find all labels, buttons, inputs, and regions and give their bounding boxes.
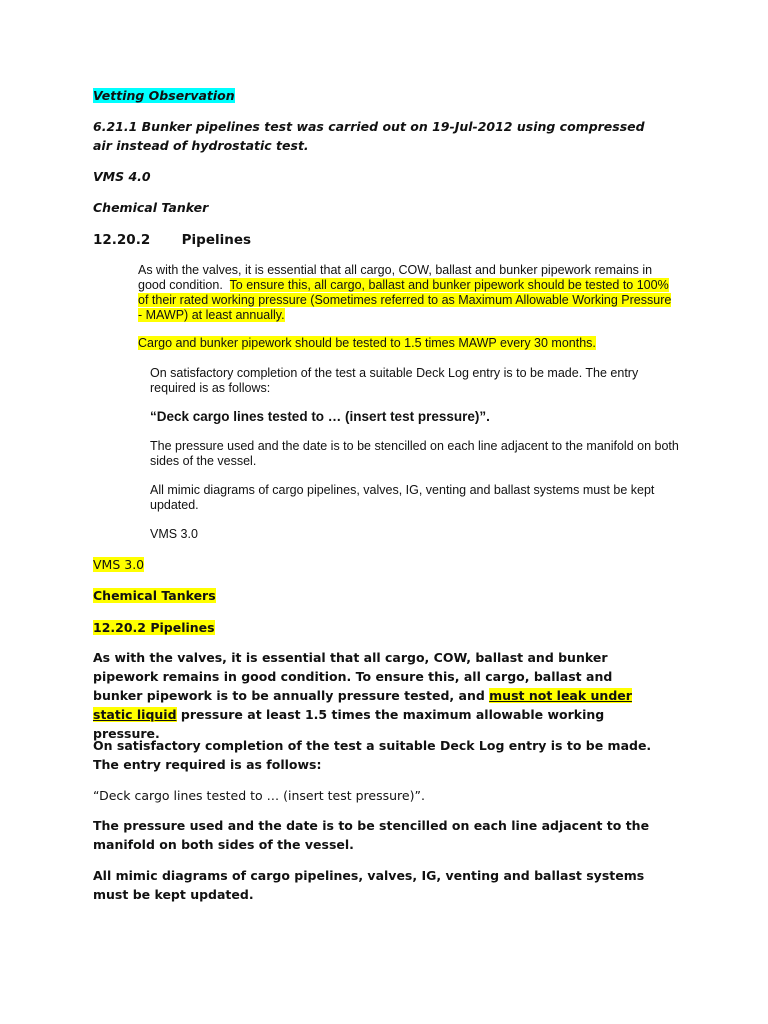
old-deck-log-quote: “Deck cargo lines tested to … (insert test pressure)”. xyxy=(150,409,490,424)
section-heading-new xyxy=(93,618,215,637)
new-deck-log-quote: “Deck cargo lines tested to … (insert test pressure)”. xyxy=(93,788,425,803)
vetting-title-text: Vetting Observation xyxy=(93,88,235,103)
old-paragraph-2 xyxy=(138,336,678,351)
new-paragraph-4: All mimic diagrams of cargo pipelines, valves, IG, venting and ballast systems must be kept updated. xyxy=(93,868,645,902)
section-number-old: 12.20.2 xyxy=(93,232,151,248)
tanker-type-new xyxy=(93,586,216,605)
old-paragraph-6: VMS 3.0 xyxy=(150,527,198,541)
section-title-old: Pipelines xyxy=(181,232,252,248)
new-paragraph-1b: pressure at least 1.5 times the maximum allowable working pressure. xyxy=(93,707,605,741)
old-paragraph-1a: As with the valves, it is essential that all cargo, COW, ballast and bunker pipework remains in good condition. xyxy=(138,263,653,292)
old-paragraph-1b-highlight: To ensure this, all cargo, ballast and bunker pipework should be tested to 100% of their rated working pressure (Sometimes referred to as Maximum Allowable Working Pressure - MAWP) at least annually. xyxy=(138,278,672,322)
vms-old-label: VMS 4.0 xyxy=(93,169,151,184)
new-paragraph-1a: As with the valves, it is essential that all cargo, COW, ballast and bunker pipework remains in good condition. To ensure this, all cargo, ballast and bunker pipework is to be annually pressure tested, and xyxy=(93,650,613,703)
section-heading-old xyxy=(93,231,251,250)
vms-new-label xyxy=(93,555,144,574)
old-paragraph-1 xyxy=(138,263,678,323)
new-paragraph-3: The pressure used and the date is to be stencilled on each line adjacent to the manifold on both sides of the vessel. xyxy=(93,818,650,852)
new-paragraph-1-highlight: must not leak under static liquid xyxy=(93,688,632,722)
tanker-type-old: Chemical Tanker xyxy=(93,200,209,215)
old-paragraph-5: All mimic diagrams of cargo pipelines, valves, IG, venting and ballast systems must be kept updated. xyxy=(150,483,655,512)
vetting-title xyxy=(93,86,235,105)
old-paragraph-4: The pressure used and the date is to be stencilled on each line adjacent to the manifold on both sides of the vessel. xyxy=(150,439,679,468)
vms-new-text: VMS 3.0 xyxy=(93,557,145,572)
section-heading-new-text: 12.20.2 Pipelines xyxy=(93,620,215,635)
tanker-type-new-text: Chemical Tankers xyxy=(93,588,216,603)
observation-text: 6.21.1 Bunker pipelines test was carried out on 19-Jul-2012 using compressed air instead of hydrostatic test. xyxy=(93,119,645,153)
new-paragraph-1 xyxy=(93,648,665,743)
new-paragraph-2: On satisfactory completion of the test a suitable Deck Log entry is to be made. The entry required is as follows: xyxy=(93,738,652,772)
old-paragraph-3: On satisfactory completion of the test a suitable Deck Log entry is to be made. The entry required is as follows: xyxy=(150,366,639,395)
old-paragraph-2-highlight: Cargo and bunker pipework should be tested to 1.5 times MAWP every 30 months. xyxy=(138,336,596,350)
